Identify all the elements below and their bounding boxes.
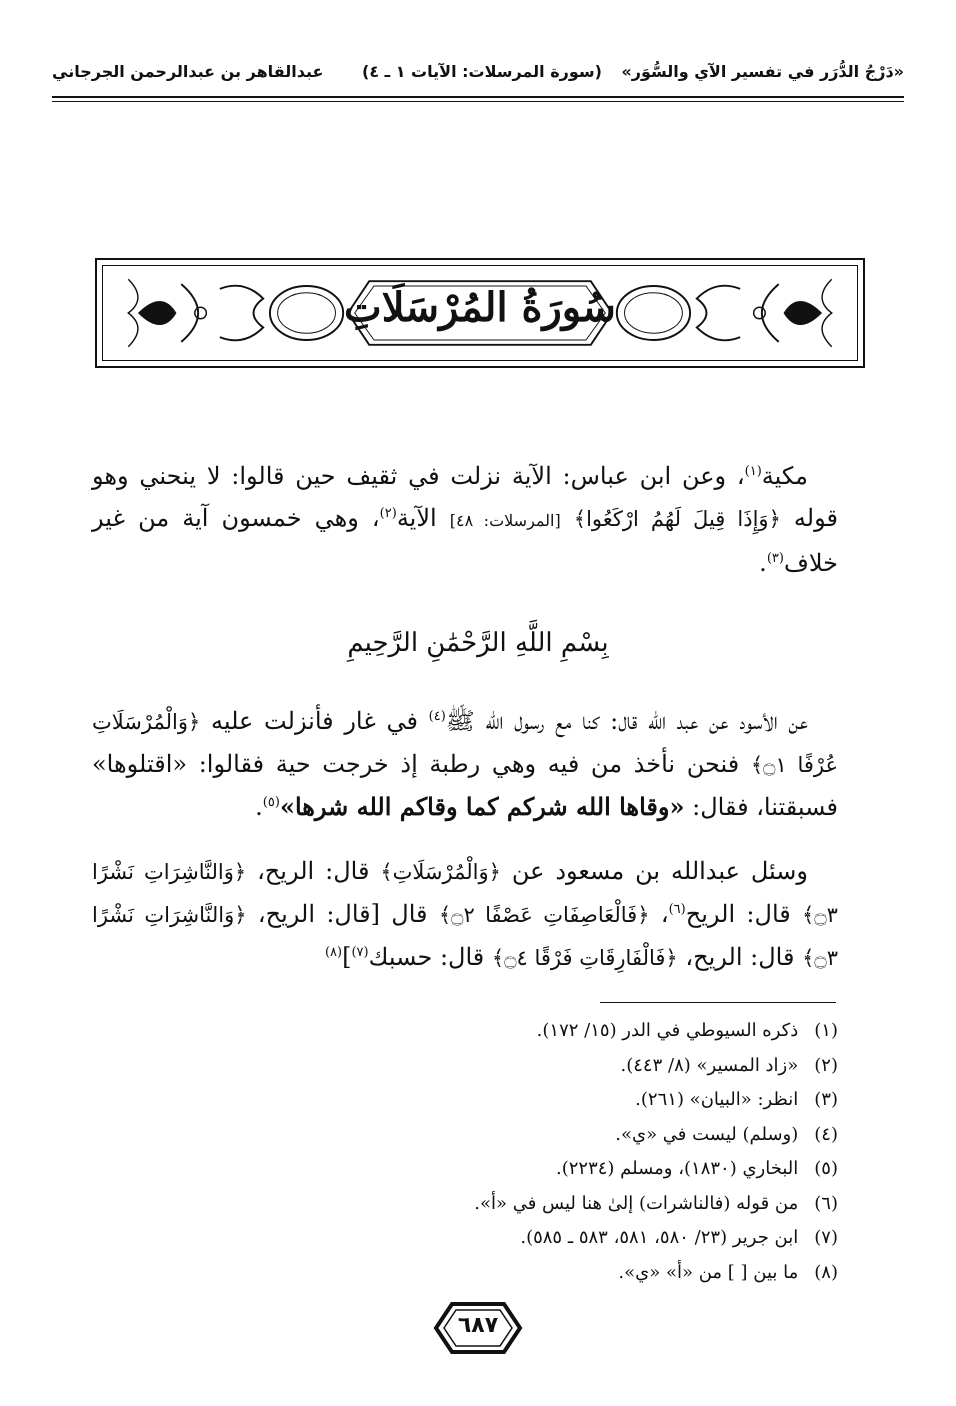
footnote-ref[interactable]: (٨) bbox=[324, 945, 343, 960]
footnote-text: البخاري (١٨٣٠)، ومسلم (٢٢٣٤). bbox=[555, 1158, 799, 1179]
quran-quote: ﴿فَالْفَارِقَاتِ فَرْقًا ۝٤﴾ bbox=[491, 946, 678, 970]
footnote-text: ما بين [ ] من «أ» «ي». bbox=[618, 1261, 799, 1283]
footnote-number: (٢) bbox=[814, 1054, 838, 1076]
text-segment: . bbox=[759, 549, 767, 577]
tafsir-paragraph bbox=[92, 850, 838, 979]
footnote-number: (٣) bbox=[814, 1089, 838, 1110]
header-surah-verses: (سورة المرسلات: الآيات ١ ـ ٤) bbox=[362, 62, 602, 81]
text-segment: وسئل عبدالله بن مسعود عن bbox=[511, 857, 808, 885]
footnote-text: ذكره السيوطي في الدر (١٥/ ١٧٢). bbox=[536, 1020, 799, 1041]
footnote-number: (٤) bbox=[814, 1123, 838, 1145]
running-header bbox=[52, 56, 904, 98]
text-segment: فنحن نأخذ من فيه وهي رطبة إذ خرجت حية فقالوا: «اقتلوها» فسبقتنا، فقال: bbox=[92, 750, 838, 821]
text-segment: الآية bbox=[396, 504, 437, 532]
footnote-number: (١) bbox=[814, 1020, 838, 1041]
footnote-text: انظر: «البيان» (٢٦١). bbox=[635, 1089, 799, 1110]
basmala: بِسْمِ اللَّهِ الرَّحْمَٰنِ الرَّحِيمِ bbox=[347, 628, 609, 658]
text-segment: ] bbox=[342, 943, 352, 971]
header-author: عبدالقاهر بن عبدالرحمن الجرجاني bbox=[52, 62, 324, 81]
footnote-ref[interactable]: (٧) bbox=[351, 945, 369, 960]
quran-quote: ﴿وَإِذَا قِيلَ لَهُمُ ارْكَعُوا﴾ bbox=[573, 507, 781, 531]
surah-title: سُورَةُ المُرْسَلَاتِ bbox=[344, 284, 616, 331]
text-segment: عن الأسود عن عبد الله قال: كنا مع رسول الله ﷺ bbox=[445, 707, 808, 735]
hadith-paragraph bbox=[92, 700, 838, 828]
text-segment: قال: الريح، bbox=[257, 857, 370, 885]
footnote-number: (٥) bbox=[814, 1158, 838, 1179]
footnote-text: ابن جرير (٢٣/ ٥٨٠، ٥٨١، ٥٨٣ ـ ٥٨٥). bbox=[520, 1227, 799, 1248]
text-segment: مكية bbox=[761, 462, 808, 490]
text-segment: . bbox=[255, 793, 263, 821]
footnote-ref[interactable]: (٥) bbox=[262, 795, 280, 810]
footnote-ref[interactable]: (٦) bbox=[668, 902, 686, 917]
quran-quote: ﴿فَالْعَاصِفَاتِ عَصْفًا ۝٢﴾ bbox=[438, 903, 650, 927]
text-segment: قال: حسبك bbox=[368, 943, 485, 971]
text-segment: قال: الريح، bbox=[685, 943, 795, 971]
footnotes-list bbox=[278, 1014, 838, 1290]
quran-quote: ﴿وَالْمُرْسَلَاتِ﴾ bbox=[380, 860, 501, 884]
footnote-ref[interactable]: (٤) bbox=[428, 709, 446, 724]
footnote-item bbox=[278, 1118, 838, 1153]
footnote-item bbox=[278, 1221, 838, 1256]
verse-reference: [المرسلات: ٤٨] bbox=[449, 511, 561, 530]
footnote-number: (٦) bbox=[814, 1192, 838, 1214]
quran-quote: ﴿وَالْمُرْسَلَاتِ عُرْفًا ۝١﴾ bbox=[92, 710, 838, 777]
text-segment: في غار فأنزلت عليه bbox=[211, 707, 418, 735]
footnote-ref[interactable]: (٣) bbox=[766, 551, 784, 566]
footnote-item bbox=[278, 1014, 838, 1049]
footnote-ref[interactable]: (١) bbox=[744, 464, 762, 479]
footnote-divider bbox=[600, 1002, 836, 1003]
footnote-text: (وسلم) ليست في «ي». bbox=[615, 1123, 799, 1145]
text-segment: ، وهي خمسون آية من غير خلاف bbox=[92, 504, 838, 577]
header-book-title: «دَرْجُ الدُّرَر في تفسير الآي والسُّوَر» bbox=[621, 62, 904, 81]
page-number-badge bbox=[432, 1300, 524, 1356]
footnote-ref[interactable]: (٢) bbox=[379, 506, 397, 521]
text-segment: ، bbox=[660, 900, 669, 928]
footnote-item bbox=[278, 1083, 838, 1118]
footnote-text: من قوله (فالناشرات) إلىٰ هنا ليس في «أ». bbox=[474, 1192, 799, 1214]
quran-quote: ﴿وَالنَّاشِرَاتِ نَشْرًا ۝٣﴾ bbox=[92, 860, 838, 927]
quran-quote: ﴿وَالنَّاشِرَاتِ نَشْرًا ۝٣﴾ bbox=[92, 903, 838, 970]
footnote-item bbox=[278, 1256, 838, 1291]
page-number: ٦٨٧ bbox=[457, 1313, 499, 1338]
text-segment: قال: الريح bbox=[685, 900, 791, 928]
surah-title-banner bbox=[95, 258, 865, 368]
text-segment: ، وعن ابن عباس: الآية نزلت في ثقيف حين قالوا: لا ينحني وهو قوله bbox=[92, 462, 838, 532]
footnote-number: (٨) bbox=[814, 1261, 838, 1283]
footnote-item bbox=[278, 1049, 838, 1084]
footnote-number: (٧) bbox=[814, 1227, 838, 1248]
intro-paragraph bbox=[92, 455, 838, 584]
footnote-item bbox=[278, 1152, 838, 1187]
hadith-quote: «وقاها الله شركم كما وقاكم الله شرها» bbox=[279, 792, 685, 821]
footnote-text: «زاد المسير» (٨/ ٤٤٣). bbox=[620, 1054, 799, 1076]
text-segment: قال [قال: الريح، bbox=[257, 900, 428, 928]
footnote-item bbox=[278, 1187, 838, 1222]
